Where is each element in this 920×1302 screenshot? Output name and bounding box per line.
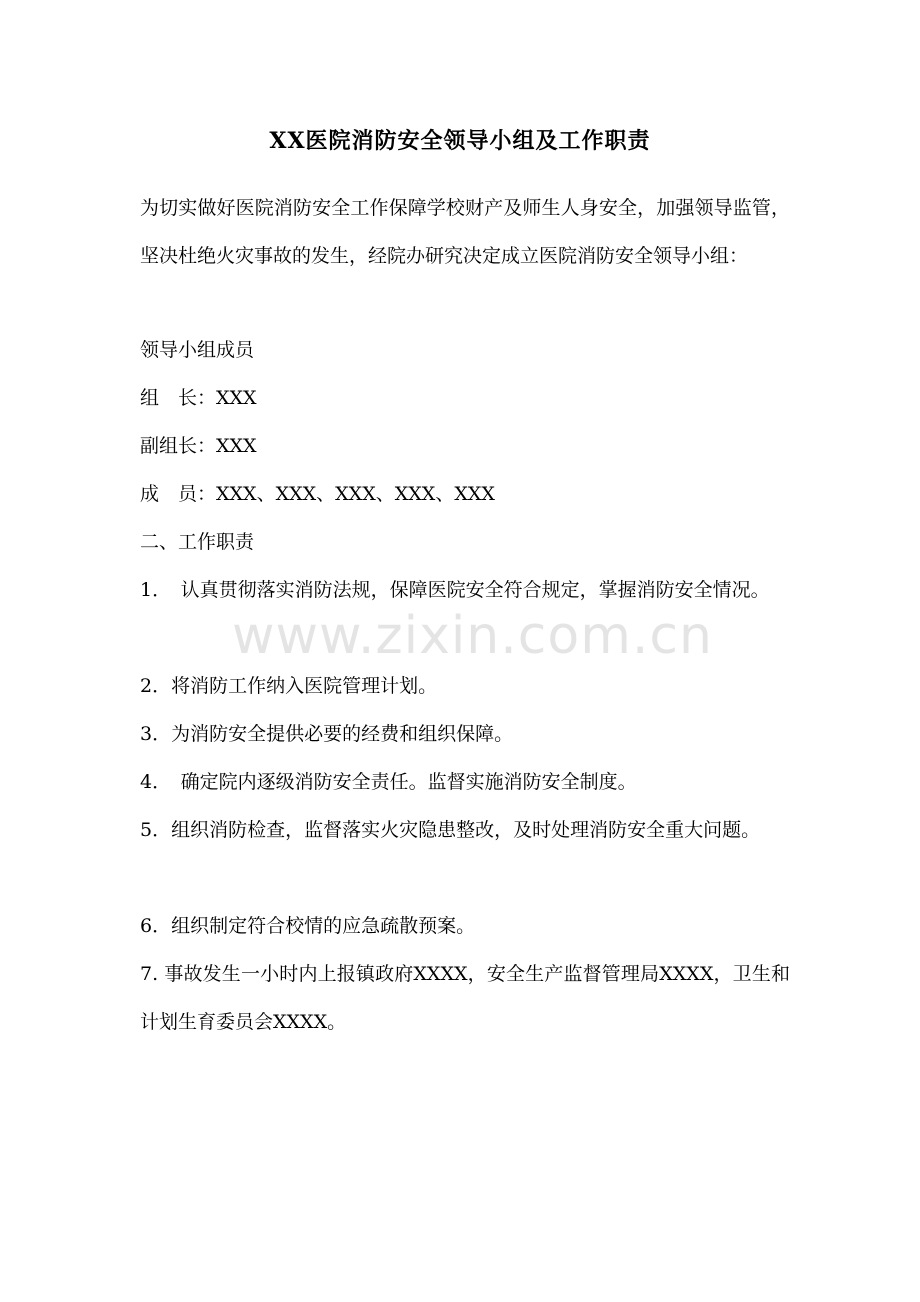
leader-line: 组 长：XXX [140,387,257,409]
duty-item-2: 2．将消防工作纳入医院管理计划。 [140,675,438,697]
duty-item-6: 6．组织制定符合校情的应急疏散预案。 [140,915,476,937]
duty-item-1: 1． 认真贯彻落实消防法规，保障医院安全符合规定，掌握消防安全情况。 [140,579,770,601]
members-heading: 领导小组成员 [140,339,255,361]
intro-paragraph: 为切实做好医院消防安全工作保障学校财产及师生人身安全，加强领导监管，坚决杜绝火灾事故的发生，经院办研究决定成立医院消防安全领导小组： [140,197,790,267]
duties-heading: 二、工作职责 [140,531,255,553]
document-title: XX医院消防安全领导小组及工作职责 [269,128,651,154]
watermark-text: www.zixin.com.cn [232,606,713,666]
duty-item-3: 3．为消防安全提供必要的经费和组织保障。 [140,723,514,745]
duty-item-5: 5．组织消防检查，监督落实火灾隐患整改，及时处理消防安全重大问题。 [140,819,761,841]
duty-item-4: 4． 确定院内逐级消防安全责任。监督实施消防安全制度。 [140,771,637,793]
duty-item-7: 7. 事故发生一小时内上报镇政府XXXX，安全生产监督管理局XXXX，卫生和计划生育委员会XXXX。 [140,963,790,1033]
members-line: 成 员：XXX、XXX、XXX、XXX、XXX [140,483,495,505]
deputy-line: 副组长：XXX [140,435,257,457]
